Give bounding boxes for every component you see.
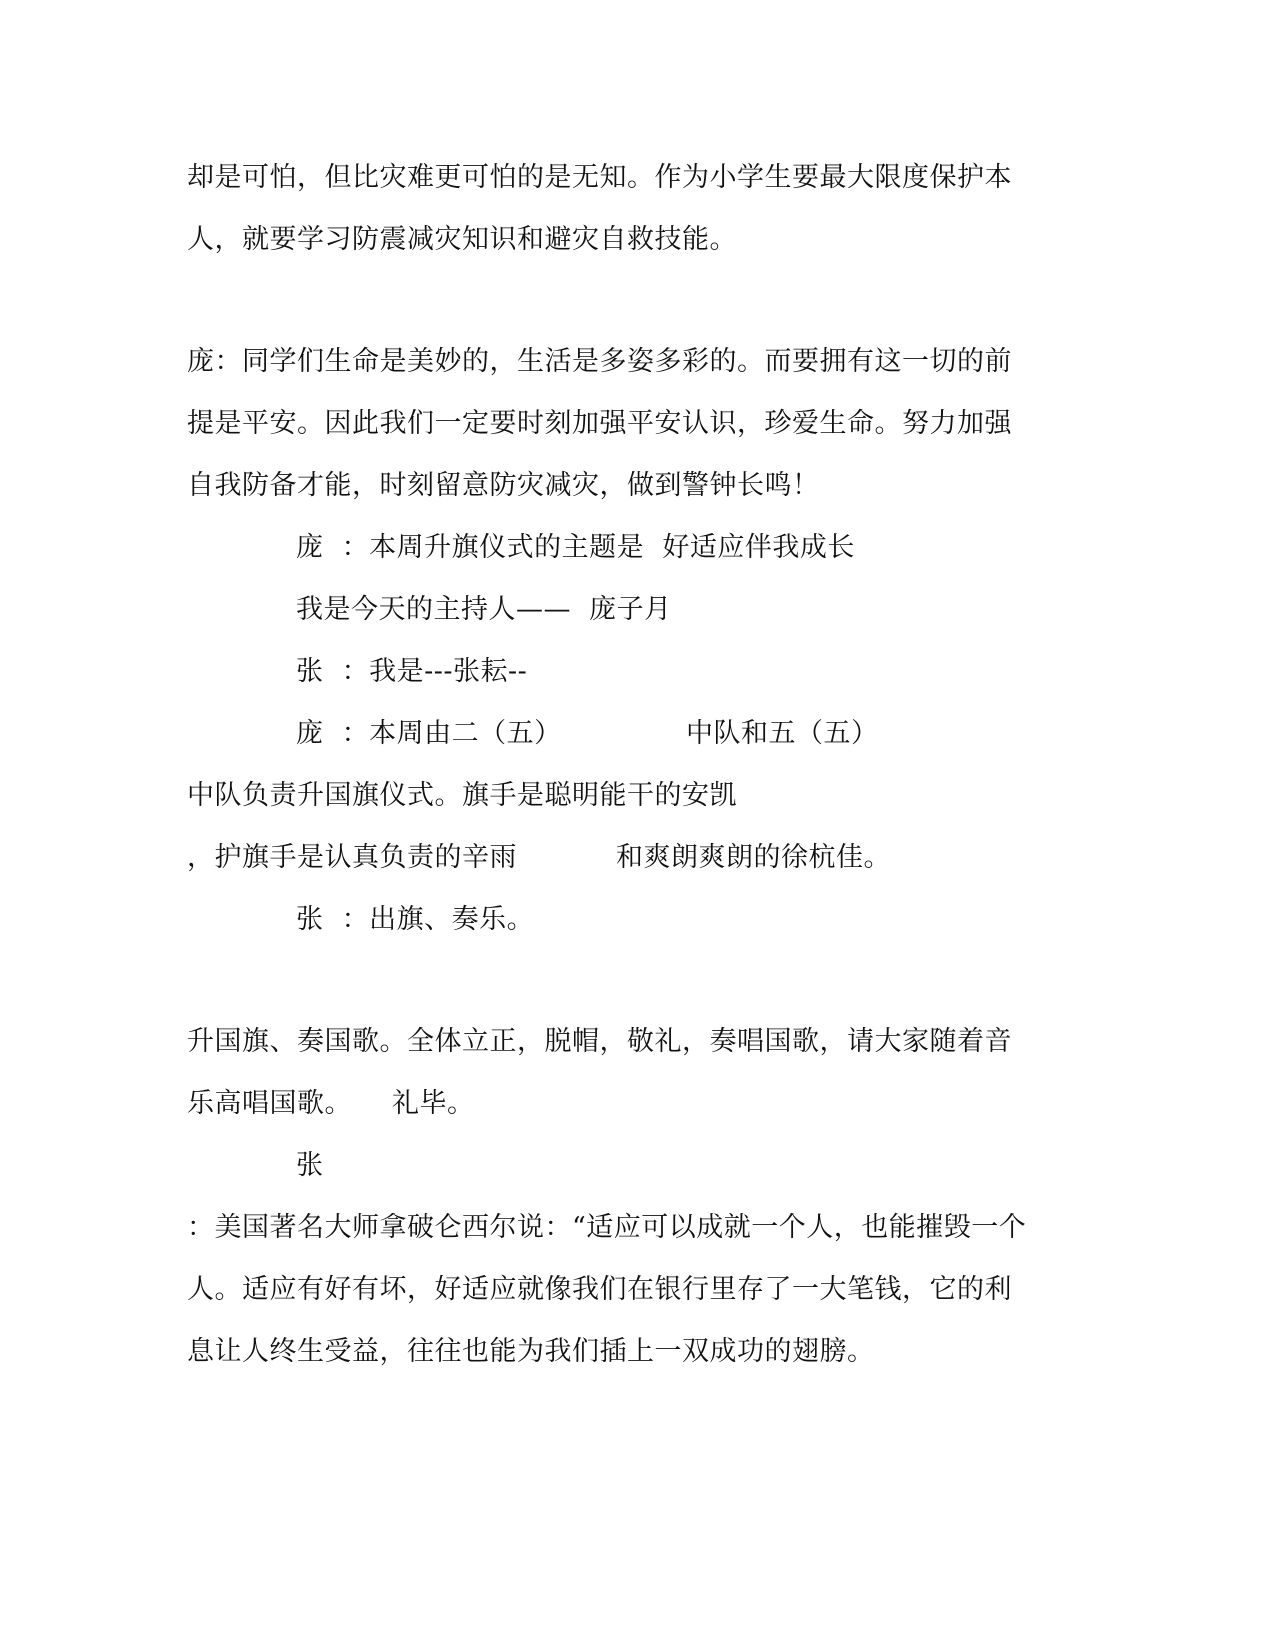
anthem-line-2-part-a: 乐高唱国歌。 [187, 1088, 352, 1119]
paragraph-2-line-2: 提是平安。因此我们一定要时刻加强平安认识，珍爱生命。努力加强 [187, 408, 1012, 439]
theme-line: 庞 ：本周升旗仪式的主题是 好适应伴我成长 [296, 532, 855, 563]
quote-line-3: 息让人终生受益，往往也能为我们插上一双成功的翅膀。 [187, 1336, 875, 1367]
flag-out-line: 张 ：出旗、奏乐。 [296, 904, 535, 935]
host-line: 我是今天的主持人—— 庞子月 [296, 594, 672, 625]
quote-speaker: 张 [296, 1150, 324, 1181]
paragraph-1-line-2: 人，就要学习防震减灾知识和避灾自救技能。 [187, 224, 737, 255]
quote-line-2: 人。适应有好有坏，好适应就像我们在银行里存了一大笔钱，它的利 [187, 1274, 1012, 1305]
anthem-line-2-part-b: 礼毕。 [392, 1088, 475, 1119]
duty-line-3-part-a: ，护旗手是认真负责的辛雨 [187, 842, 517, 873]
duty-line-3-part-b: 和爽朗爽朗的徐杭佳。 [616, 842, 891, 873]
paragraph-2-line-1: 庞：同学们生命是美妙的，生活是多姿多彩的。而要拥有这一切的前 [187, 346, 1012, 377]
zhang-intro-line: 张 ：我是---张耘-- [296, 656, 528, 687]
paragraph-1-line-1: 却是可怕，但比灾难更可怕的是无知。作为小学生要最大限度保护本 [187, 162, 1012, 193]
quote-line-1: ：美国著名大师拿破仑西尔说：“适应可以成就一个人，也能摧毁一个 [187, 1212, 1027, 1243]
anthem-line-1: 升国旗、奏国歌。全体立正，脱帽，敬礼，奏唱国歌，请大家随着音 [187, 1026, 1012, 1057]
duty-line-part-a: 庞 ：本周由二（五） [296, 718, 562, 749]
paragraph-2-line-3: 自我防备才能，时刻留意防灾减灾，做到警钟长鸣！ [187, 470, 820, 501]
duty-line-2: 中队负责升国旗仪式。旗手是聪明能干的安凯 [187, 780, 737, 811]
duty-line-part-b: 中队和五（五） [686, 718, 879, 749]
